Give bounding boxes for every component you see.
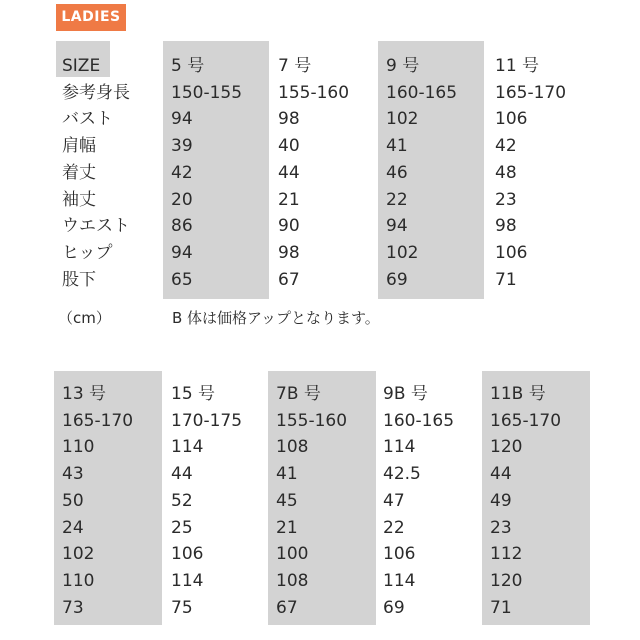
- table-cell: 71: [490, 597, 512, 618]
- table-cell: 45: [276, 490, 298, 511]
- table-cell: 42: [171, 162, 193, 183]
- table-cell: 22: [383, 517, 405, 538]
- row-label: バスト: [62, 109, 113, 130]
- size-header: 7B 号: [276, 384, 321, 404]
- table-cell: 41: [276, 464, 298, 485]
- size-header: 13 号: [62, 384, 107, 404]
- table-cell: 94: [386, 216, 408, 237]
- table-cell: 94: [171, 242, 193, 263]
- table-cell: 114: [383, 437, 416, 458]
- table-cell: 69: [383, 597, 405, 618]
- size-header: 15 号: [171, 384, 216, 404]
- row-label: 肩幅: [62, 136, 96, 157]
- table-cell: 165-170: [495, 82, 567, 103]
- unit-label: （cm）: [58, 309, 111, 327]
- table-cell: 160-165: [383, 410, 455, 431]
- table-cell: 39: [171, 136, 193, 157]
- table-cell: 165-170: [490, 410, 562, 431]
- table-cell: 94: [171, 109, 193, 130]
- table-cell: 110: [62, 437, 95, 458]
- table-cell: 106: [495, 109, 528, 130]
- table-cell: 112: [490, 544, 523, 565]
- table-cell: 46: [386, 162, 408, 183]
- size-header: 9B 号: [383, 384, 428, 404]
- table-cell: 98: [278, 109, 300, 130]
- table-cell: 21: [278, 189, 300, 210]
- table-cell: 52: [171, 490, 193, 511]
- table-cell: 120: [490, 437, 523, 458]
- table-cell: 20: [171, 189, 193, 210]
- table-cell: 86: [171, 216, 193, 237]
- table-cell: 23: [495, 189, 517, 210]
- table-cell: 108: [276, 570, 309, 591]
- table-cell: 108: [276, 437, 309, 458]
- table-cell: 102: [62, 544, 95, 565]
- table-cell: 106: [171, 544, 204, 565]
- table-cell: 98: [278, 242, 300, 263]
- table-cell: 155-160: [278, 82, 350, 103]
- row-label: 股下: [62, 269, 96, 290]
- table-cell: 65: [171, 269, 193, 290]
- table-cell: 25: [171, 517, 193, 538]
- table-cell: 44: [490, 464, 512, 485]
- row-label: 袖丈: [62, 189, 96, 210]
- table-cell: 102: [386, 109, 419, 130]
- table-cell: 44: [278, 162, 300, 183]
- table-cell: 41: [386, 136, 408, 157]
- b-body-note: B 体は価格アップとなります。: [172, 309, 380, 327]
- table-cell: 155-160: [276, 410, 348, 431]
- row-label: 着丈: [62, 162, 96, 183]
- size-header: 11 号: [495, 56, 540, 76]
- table-cell: 100: [276, 544, 309, 565]
- size-header: 7 号: [278, 56, 312, 76]
- table-cell: 40: [278, 136, 300, 157]
- table-cell: 49: [490, 490, 512, 511]
- table-cell: 106: [383, 544, 416, 565]
- table-cell: 43: [62, 464, 84, 485]
- table-cell: 90: [278, 216, 300, 237]
- size-header: 5 号: [171, 56, 205, 76]
- table-cell: 42.5: [383, 464, 421, 485]
- table-cell: 102: [386, 242, 419, 263]
- table-cell: 114: [171, 570, 204, 591]
- row-label: SIZE: [62, 56, 101, 76]
- table-cell: 42: [495, 136, 517, 157]
- table-cell: 21: [276, 517, 298, 538]
- row-label: 参考身長: [62, 82, 130, 103]
- table-cell: 170-175: [171, 410, 243, 431]
- table-cell: 22: [386, 189, 408, 210]
- size-header: 9 号: [386, 56, 420, 76]
- table-cell: 50: [62, 490, 84, 511]
- table-cell: 71: [495, 269, 517, 290]
- table-cell: 67: [276, 597, 298, 618]
- size-header: 11B 号: [490, 384, 546, 404]
- table-cell: 73: [62, 597, 84, 618]
- table-cell: 114: [383, 570, 416, 591]
- row-label: ウエスト: [62, 216, 130, 237]
- table-cell: 48: [495, 162, 517, 183]
- row-label: ヒップ: [62, 242, 113, 263]
- table-cell: 23: [490, 517, 512, 538]
- table-cell: 165-170: [62, 410, 134, 431]
- table-cell: 110: [62, 570, 95, 591]
- ladies-badge: LADIES: [56, 4, 126, 31]
- table-cell: 44: [171, 464, 193, 485]
- table-cell: 106: [495, 242, 528, 263]
- table-cell: 47: [383, 490, 405, 511]
- table-cell: 67: [278, 269, 300, 290]
- table-cell: 160-165: [386, 82, 458, 103]
- table-cell: 98: [495, 216, 517, 237]
- table-cell: 150-155: [171, 82, 243, 103]
- table-cell: 24: [62, 517, 84, 538]
- table-cell: 114: [171, 437, 204, 458]
- table-cell: 120: [490, 570, 523, 591]
- table-cell: 69: [386, 269, 408, 290]
- table-cell: 75: [171, 597, 193, 618]
